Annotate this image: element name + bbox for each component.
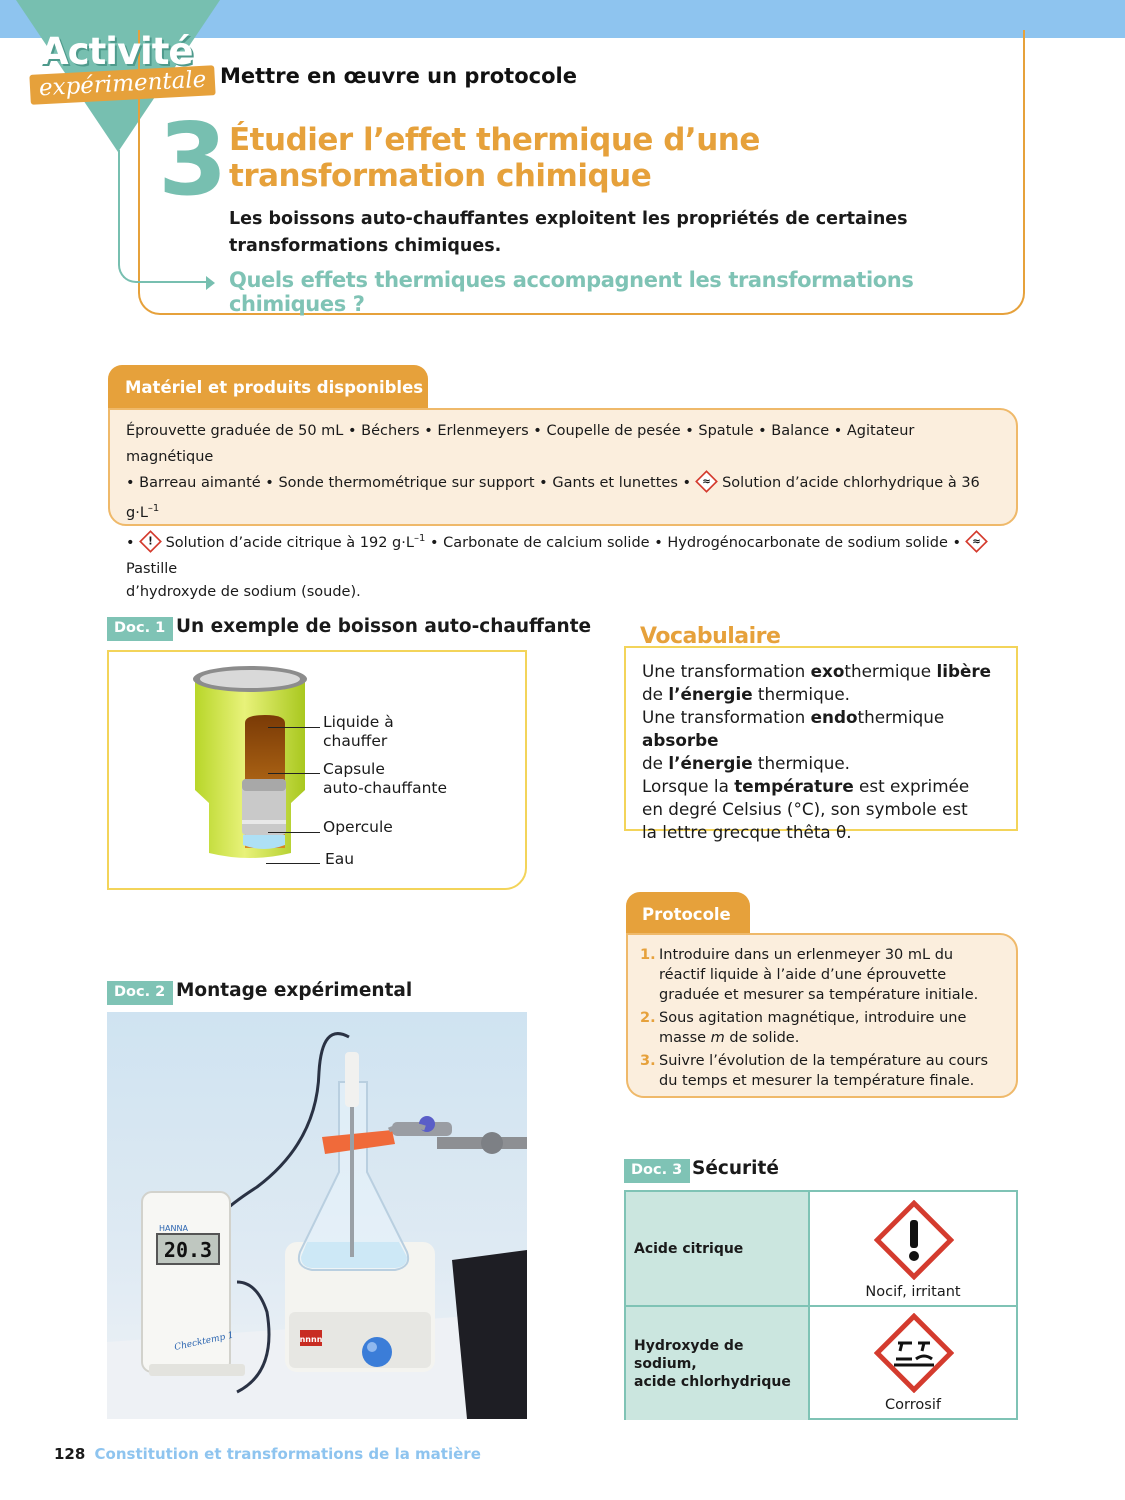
vocab-title: Vocabulaire [640, 624, 781, 649]
label-opercule: Opercule [323, 818, 393, 836]
materials-line-1: Éprouvette graduée de 50 mL • Béchers • Erlenmeyers • Coupelle de pesée • Spatule • Balance • Agitateur magnétique [126, 423, 915, 465]
leader-line [268, 727, 320, 728]
vocab-line: la lettre grecque thêta θ. [642, 822, 852, 842]
doc1-title: Un exemple de boisson auto-chauffante [176, 616, 592, 637]
protocol-box [626, 933, 1018, 1098]
badge-experimentale: expérimentale [29, 65, 216, 105]
doc3-title: Sécurité [692, 1158, 779, 1179]
leader-line [266, 863, 320, 864]
exclamation-pictogram-icon [874, 1200, 954, 1280]
table-row [626, 1192, 1016, 1305]
materials-box [108, 408, 1018, 600]
thermo-brand: HANNA [159, 1224, 188, 1233]
corrosive-pictogram-icon [874, 1313, 954, 1393]
activity-number: 3 [158, 101, 228, 218]
exclamation-hazard-icon: ! [139, 530, 162, 553]
vocab-line: Une transformation exothermique libère [642, 661, 992, 681]
label-eau: Eau [325, 850, 355, 868]
hazard-label: Nocif, irritant [865, 1284, 961, 1300]
can-illustration [185, 663, 315, 868]
materials-line-2: • Barreau aimanté • Sonde thermométrique sur support • Gants et lunettes • ≈ Solution d’acide chlorhydrique à 36 $g\cdot L^{-1}$ [126, 470, 1002, 526]
vocab-box [624, 646, 1018, 842]
hazard-label: Corrosif [885, 1397, 941, 1413]
badge-activite: Activité [40, 30, 193, 73]
protocol-title: Protocole [626, 892, 750, 936]
corrosive-hazard-icon: ≈ [965, 530, 988, 553]
materials-title: Matériel et produits disponibles [108, 365, 428, 411]
kicker: Mettre en œuvre un protocole [220, 64, 577, 88]
label-liquide: Liquide à chauffer [323, 713, 394, 750]
doc2-title: Montage expérimental [176, 980, 413, 1001]
doc1-tag: Doc. 1 [107, 617, 173, 641]
materials-line-3: • ! Solution d’acide citrique à 192 $g\cdot L^{-1}$ • Carbonate de calcium solide • Hydrogénocarbonate de sodium solide • ≈ Pastille [126, 526, 1002, 582]
safety-table [624, 1190, 1018, 1420]
stirrer-brand: nnnn [299, 1335, 323, 1344]
vocab-line: Lorsque la température est exprimée [642, 776, 970, 796]
problem-question: Quels effets thermiques accompagnent les transformations chimiques ? [229, 268, 914, 316]
doc3-tag: Doc. 3 [624, 1159, 690, 1183]
hazard-cell [808, 1307, 1016, 1420]
label-capsule: Capsule auto-chauffante [323, 760, 448, 797]
protocol-step: 3. Suivre l’évolution de la température au cours du temps et mesurer la température finale. [640, 1053, 989, 1089]
corrosive-hazard-icon: ≈ [695, 470, 718, 493]
vocab-line: de l’énergie thermique. [642, 753, 851, 773]
setup-illustration [107, 1012, 527, 1419]
intro-text: Les boissons auto-chauffantes exploitent les propriétés de certaines transformations chimiques. [229, 209, 908, 256]
substance-name: Hydroxyde de sodium, acide chlorhydrique [626, 1307, 808, 1420]
table-row [626, 1307, 1016, 1420]
leader-line [268, 832, 320, 833]
vocab-line: de l’énergie thermique. [642, 684, 851, 704]
page-footer [54, 1445, 481, 1463]
experiment-photo [107, 1012, 527, 1419]
section-title: Constitution et transformations de la matière [94, 1445, 481, 1463]
page-number: 128 [54, 1445, 86, 1463]
protocol-step: 1. Introduire dans un erlenmeyer 30 mL du réactif liquide à l’aide d’une éprouvette graduée et mesurer sa température initiale. [640, 947, 979, 1003]
hazard-cell [808, 1192, 1016, 1305]
substance-name: Acide citrique [626, 1192, 808, 1305]
leader-line [268, 773, 320, 774]
materials-line-4: d’hydroxyde de sodium (soude). [126, 583, 361, 600]
arrow-right-icon [206, 276, 215, 290]
doc2-tag: Doc. 2 [107, 981, 173, 1005]
thermo-model: Checktemp 1 [173, 1330, 235, 1353]
vocab-line: Une transformation endothermique absorbe [642, 707, 945, 750]
page-title: Étudier l’effet thermique d’une transformation chimique [229, 122, 760, 194]
doc1-frame [107, 650, 527, 890]
protocol-step: 2. Sous agitation magnétique, introduire une masse m de solide. [640, 1010, 967, 1046]
vocab-line: en degré Celsius (°C), son symbole est [642, 799, 968, 819]
temperature-reading: 20.3 [163, 1238, 213, 1262]
